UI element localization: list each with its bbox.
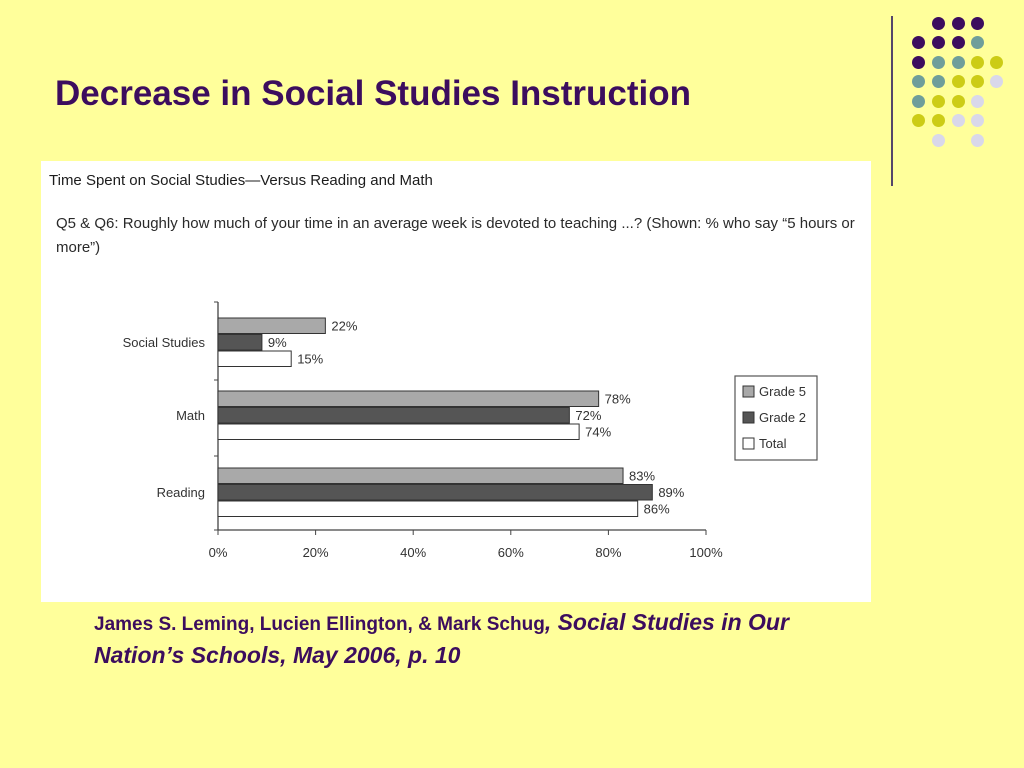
data-label: 89% — [658, 485, 685, 500]
bar — [218, 318, 325, 334]
legend-swatch — [743, 386, 754, 397]
data-label: 74% — [585, 424, 612, 440]
decorative-dot — [912, 114, 925, 127]
x-tick-label: 80% — [595, 545, 622, 560]
x-tick-label: 100% — [689, 545, 723, 560]
decorative-dot — [952, 56, 965, 69]
data-label: 83% — [629, 468, 656, 484]
decorative-dot — [990, 56, 1003, 69]
decorative-dot — [952, 95, 965, 108]
legend-label: Grade 5 — [759, 384, 806, 399]
decorative-dot — [990, 75, 1003, 88]
citation — [94, 607, 794, 673]
data-label: 15% — [297, 351, 324, 367]
bar — [218, 468, 623, 484]
x-tick-label: 60% — [497, 545, 524, 560]
data-label: 9% — [267, 335, 287, 350]
chart-title: Time Spent on Social Studies—Versus Reading and Math — [49, 172, 433, 189]
decorative-dot — [952, 17, 965, 30]
data-label: 78% — [604, 391, 631, 407]
bar — [218, 501, 638, 517]
x-tick-label: 40% — [400, 545, 427, 560]
legend-label: Grade 2 — [759, 410, 806, 425]
decorative-dot — [912, 36, 925, 49]
legend-swatch — [743, 412, 754, 423]
bar — [218, 335, 262, 351]
decorative-dot — [912, 56, 925, 69]
bar — [218, 485, 652, 501]
category-label: Reading — [156, 484, 205, 500]
chart-figure — [41, 161, 871, 602]
decorative-dot — [971, 75, 984, 88]
decorative-dot — [912, 95, 925, 108]
bar — [218, 424, 579, 440]
chart-question: Q5 & Q6: Roughly how much of your time in an average week is devoted to teaching ...? (Shown: % who say “5 hours or more”) — [56, 215, 855, 256]
decorative-dot — [971, 114, 984, 127]
legend-label: Total — [759, 436, 787, 451]
decorative-dot — [952, 75, 965, 88]
data-label: 22% — [331, 318, 358, 334]
decorative-dot — [932, 56, 945, 69]
bar — [218, 351, 291, 367]
citation-title: , Social Studies in Our Nation’s Schools, May 2006, p. 10 — [94, 609, 789, 668]
bar — [218, 408, 569, 424]
decorative-dot — [971, 17, 984, 30]
bar — [218, 391, 599, 407]
citation-authors: James S. Leming, Lucien Ellington, & Mark Schug — [94, 614, 545, 635]
decorative-dot — [971, 56, 984, 69]
decorative-divider — [891, 16, 893, 186]
decorative-dot — [932, 75, 945, 88]
decorative-dot — [971, 36, 984, 49]
decorative-dot — [952, 36, 965, 49]
decorative-dot — [932, 36, 945, 49]
category-label: Math — [176, 407, 205, 423]
category-label: Social Studies — [122, 334, 205, 350]
slide-title: Decrease in Social Studies Instruction — [55, 74, 692, 113]
decorative-dot — [932, 114, 945, 127]
decorative-dot — [971, 95, 984, 108]
decorative-dot — [952, 114, 965, 127]
data-label: 72% — [575, 408, 602, 423]
decorative-dot — [971, 134, 984, 147]
legend-swatch — [743, 438, 754, 449]
x-tick-label: 0% — [208, 545, 228, 560]
decorative-dot — [932, 17, 945, 30]
decorative-dot — [912, 75, 925, 88]
decorative-dot — [932, 134, 945, 147]
bar-chart — [41, 161, 871, 602]
decorative-dot — [932, 95, 945, 108]
data-label: 86% — [643, 501, 670, 517]
x-tick-label: 20% — [302, 545, 329, 560]
